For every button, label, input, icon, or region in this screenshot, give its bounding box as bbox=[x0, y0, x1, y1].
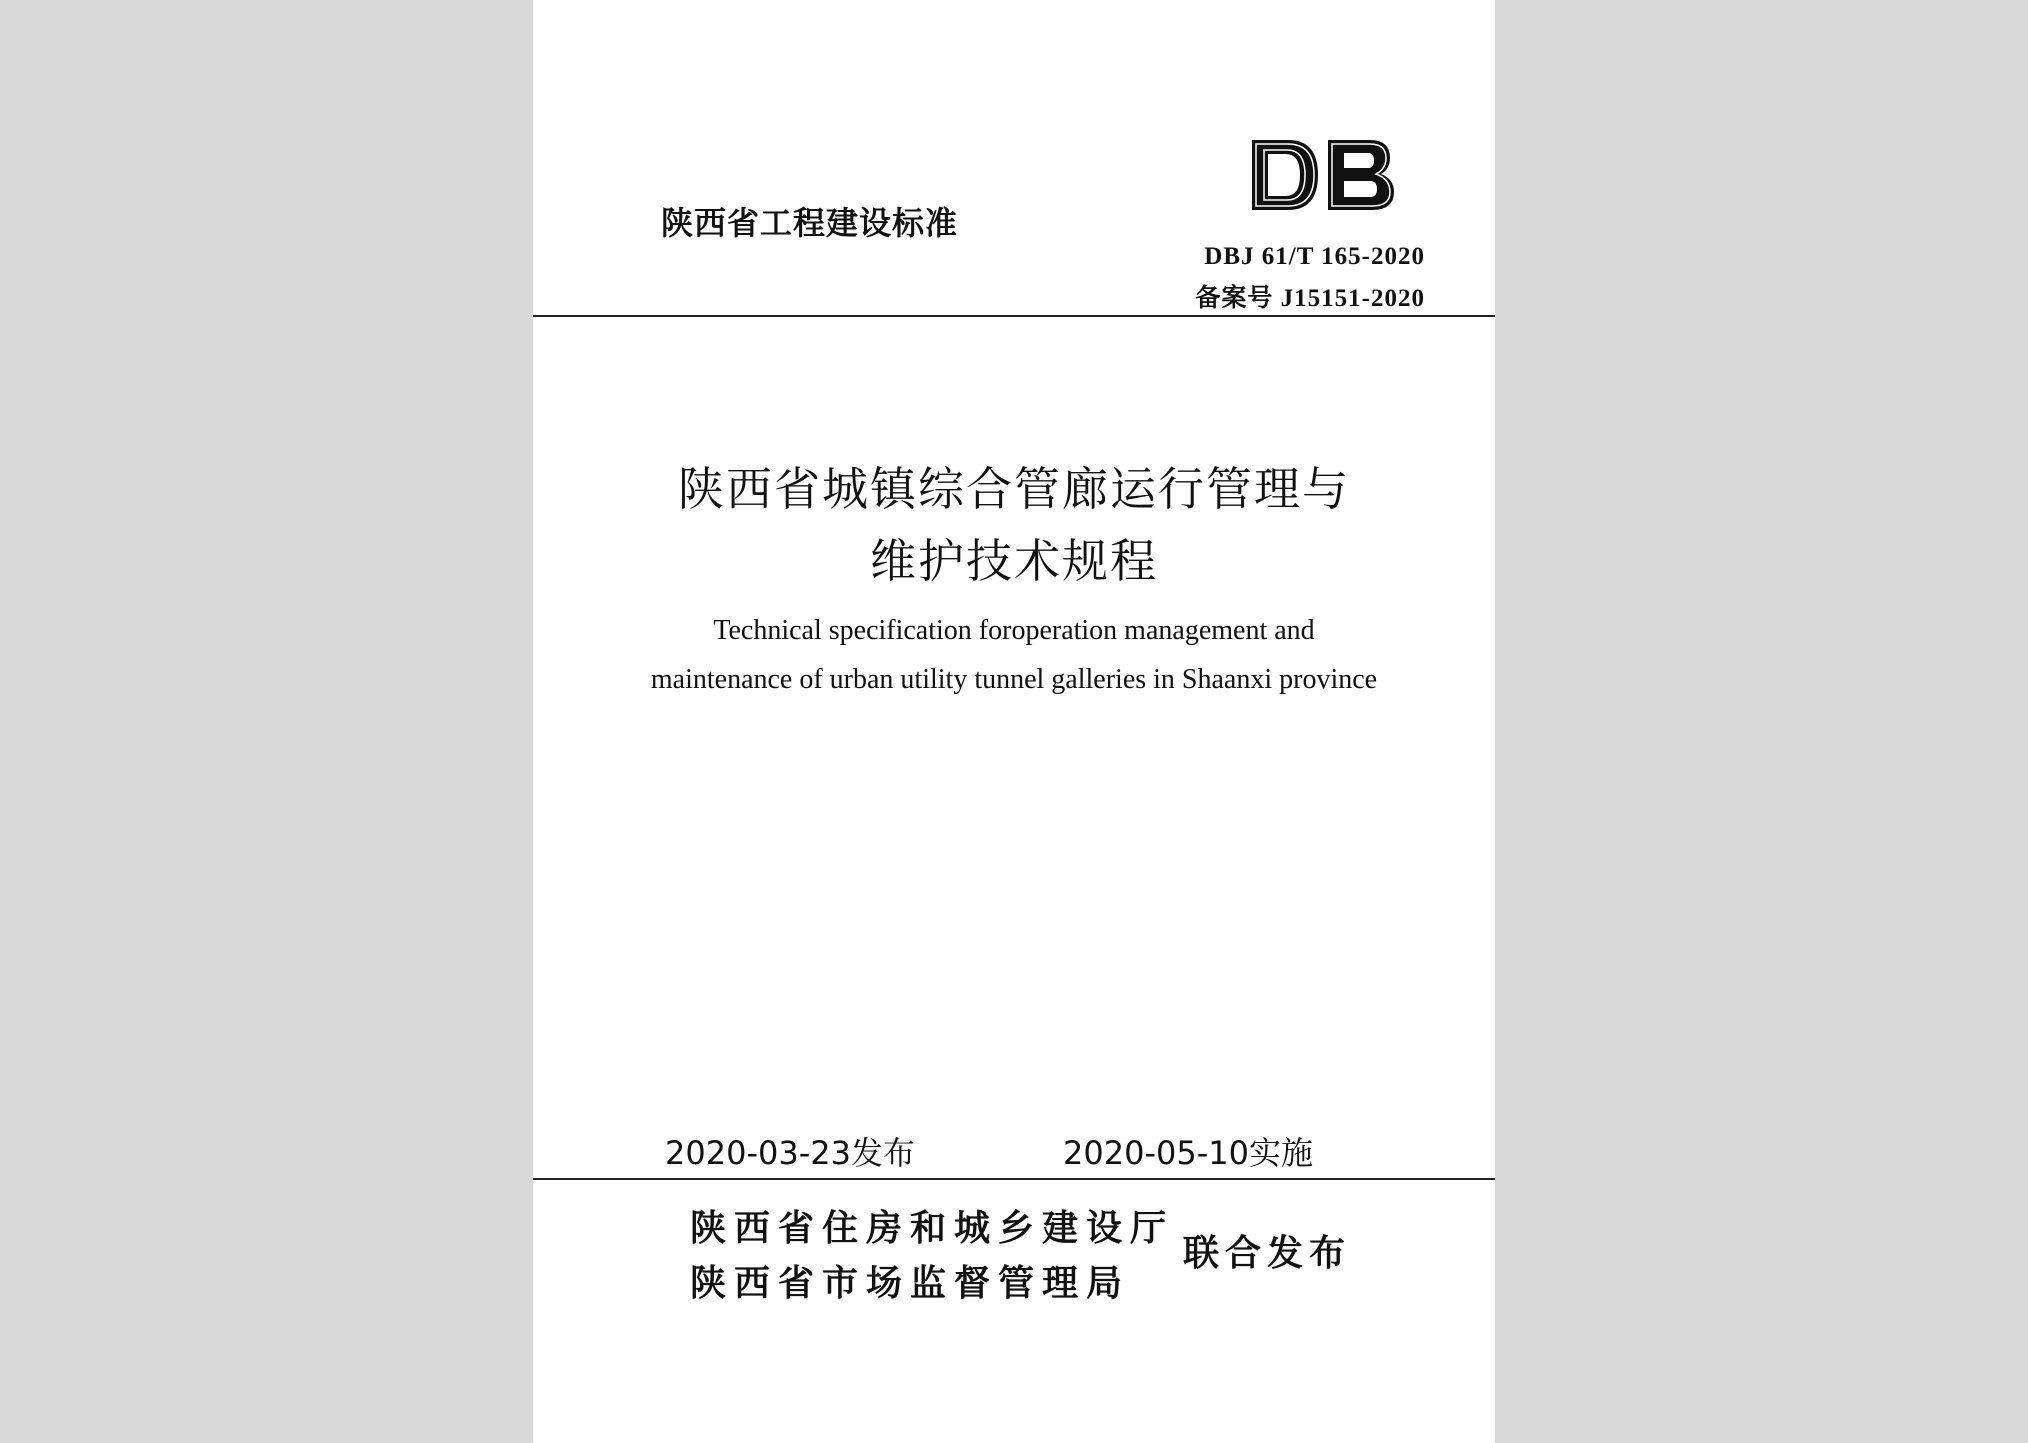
title-english-line-1: Technical specification foroperation management and bbox=[713, 615, 1315, 646]
implement-date: 2020-05-10实施 bbox=[1063, 1134, 1313, 1172]
record-number: 备案号 J15151-2020 bbox=[1195, 285, 1425, 312]
title-english-line-2: maintenance of urban utility tunnel galleries in Shaanxi province bbox=[650, 664, 1378, 695]
footer-divider bbox=[533, 1178, 1495, 1180]
title-chinese-line-2: 维护技术规程 bbox=[870, 534, 1158, 588]
db-logo bbox=[1248, 136, 1398, 214]
standard-number: DBJ 61/T 165-2020 bbox=[1204, 243, 1425, 270]
cover-page bbox=[533, 0, 1495, 1443]
joint-issue-label: 联合发布 bbox=[1183, 1233, 1352, 1274]
standard-series-label: 陕西省工程建设标准 bbox=[661, 204, 959, 242]
issuer-market-bureau: 陕西省市场监督管理局 bbox=[690, 1263, 1131, 1304]
issue-date: 2020-03-23发布 bbox=[665, 1134, 915, 1172]
issuer-housing-department: 陕西省住房和城乡建设厅 bbox=[690, 1208, 1175, 1249]
header-divider bbox=[533, 315, 1495, 317]
title-chinese-line-1: 陕西省城镇综合管廊运行管理与 bbox=[678, 462, 1350, 516]
